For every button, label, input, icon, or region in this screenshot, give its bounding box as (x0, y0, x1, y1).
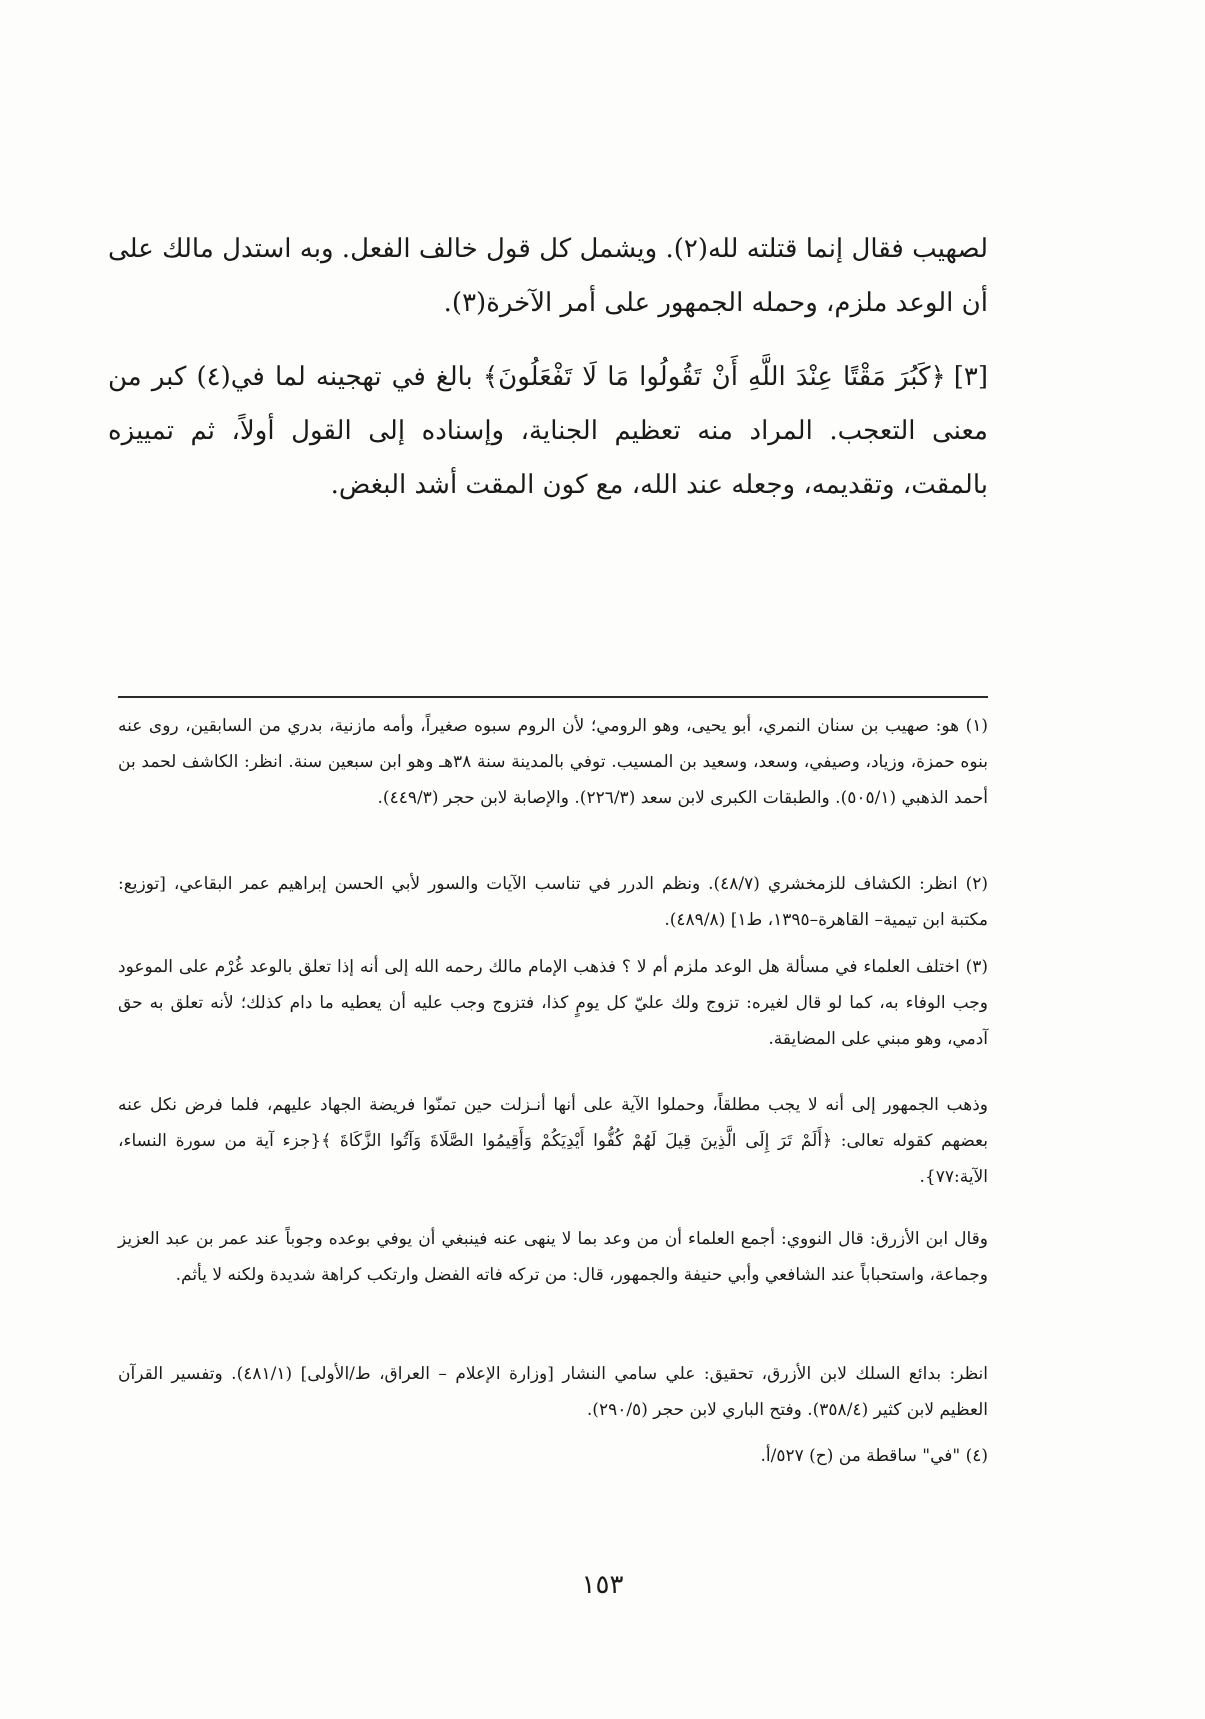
main-paragraph-1 (108, 222, 988, 330)
main-paragraph-1-text: لصهيب فقال إنما قتلته لله(٢). ويشمل كل قول خالف الفعل. وبه استدل مالك على أن الوعد ملزم، وحمله الجمهور على أمر الآخرة(٣). (108, 234, 988, 318)
footnote-3-text: (٣) اختلف العلماء في مسألة هل الوعد ملزم أم لا ؟ فذهب الإمام مالك رحمه الله إلى أنه إذا تعلق بالوعد غُرْم على الموعود وجب الوفاء به، كما لو قال لغيره: تزوج ولك عليّ كل يومٍ كذا، فتزوج وجب عليه أن يعطيه ما دام كذلك؛ لأنه تعلق به حق آدمي، وهو مبني على المضايقة. (118, 957, 988, 1049)
footnote-3c-text: وقال ابن الأزرق: قال النووي: أجمع العلماء أن من وعد بما لا ينهى عنه فينبغي أن يوفي بوعده وجوباً عند عمر بن عبد العزيز وجماعة، واستحباباً عند الشافعي وأبي حنيفة والجمهور، قال: من تركه فاته الفضل وارتكب كراهة شديدة ولكنه لا يأثم. (118, 1229, 988, 1285)
footnote-2-text: (٢) انظر: الكشاف للزمخشري (٤٨/٧). ونظم الدرر في تناسب الآيات والسور لأبي الحسن إبراهيم عمر البقاعي، [توزيع: مكتبة ابن تيمية– القاهرة–١٣٩٥، ط١] (٤٨٩/٨). (118, 874, 988, 930)
footnote-3-continuation-3 (118, 1356, 988, 1428)
footnote-3b-text: وذهب الجمهور إلى أنه لا يجب مطلقاً، وحملوا الآية على أنها أنـزلت حين تمنّوا فريضة الجهاد عليهم، فلما فرض نكل عنه بعضهم كقوله تعالى: ﴿أَلَمْ تَرَ إِلَى الَّذِينَ قِيلَ لَهُمْ كُفُّوا أَيْدِيَكُمْ وَأَقِيمُوا الصَّلَاةَ وَآتُوا الزَّكَاةَ ﴾{جزء آية من سورة النساء، الآية:٧٧}. (118, 1095, 988, 1187)
footnote-1-text: (١) هو: صهيب بن سنان النمري، أبو يحيى، وهو الرومي؛ لأن الروم سبوه صغيراً، وأمه مازنية، بدري من السابقين، روى عنه بنوه حمزة، وزياد، وصيفي، وسعد، وسعيد بن المسيب. توفي بالمدينة سنة ٣٨هـ وهو ابن سبعين سنة. انظر: الكاشف لحمد بن أحمد الذهبي (٥٠٥/١). والطبقات الكبرى لابن سعد (٢٢٦/٣). والإصابة لابن حجر (٤٤٩/٣). (118, 716, 988, 808)
footnote-3-continuation-1 (118, 1087, 988, 1195)
footnote-3-continuation-2 (118, 1221, 988, 1293)
main-paragraph-2-text: ﴿كَبُرَ مَقْتًا عِنْدَ اللَّهِ أَنْ تَقُولُوا مَا لَا تَفْعَلُونَ﴾ بالغ في تهجينه لما في(٤) كبر من معنى التعجب. المراد منه تعظيم الجناية، وإسناده إلى القول أولاً، ثم تمييزه بالمقت، وتقديمه، وجعله عند الله، مع كون المقت أشد البغض. (108, 362, 988, 500)
footnote-4 (118, 1438, 988, 1474)
footnote-3 (118, 949, 988, 1057)
footnote-4-text: (٤) "في" ساقطة من (ح) ٥٢٧/أ. (760, 1446, 988, 1466)
footnote-1 (118, 708, 988, 816)
footnote-3d-text: انظر: بدائع السلك لابن الأزرق، تحقيق: علي سامي النشار [وزارة الإعلام – العراق، ط/الأولى] (٤٨١/١). وتفسير القرآن العظيم لابن كثير (٣٥٨/٤). وفتح الباري لابن حجر (٢٩٠/٥). (118, 1364, 988, 1420)
footnote-separator (118, 696, 988, 698)
footnote-2 (118, 866, 988, 938)
main-paragraph-2 (108, 350, 988, 512)
paragraph-number: [٣] (953, 362, 988, 392)
page-number: ١٥٣ (581, 1570, 624, 1600)
